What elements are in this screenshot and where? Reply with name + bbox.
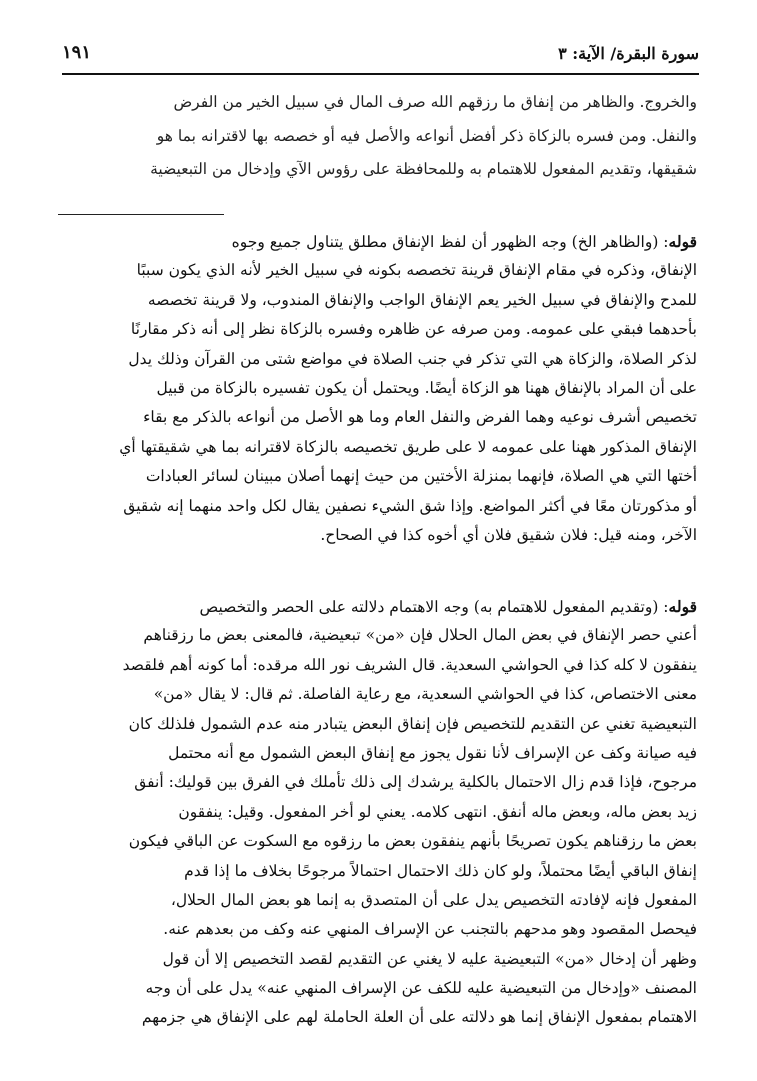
- commentary-line: المصنف «وإدخال من التبعيضية عليه للكف عن الإسراف المنهي عنه» يدل على أن وجه: [145, 979, 697, 998]
- commentary-line: أختها التي هي الصلاة، فإنهما بمنزلة الأختين من حيث إنهما أصلان مبينان لسائر العبادات: [145, 467, 697, 486]
- main-text-block: [64, 86, 697, 187]
- commentary-line: الاهتمام بمفعول الإنفاق إنما هو دلالته على أن العلة الحاملة لهم على الإنفاق هي جزمهم: [141, 1008, 697, 1027]
- page-number: ١٩١: [62, 42, 92, 63]
- commentary-line: إنفاق الباقي أيضًا محتملاً، ولو كان ذلك الاحتمال احتمالاً مرجوحًا بخلاف ما إذا قدم: [184, 861, 697, 880]
- commentary-line: الآخر، ومنه قيل: فلان شقيق فلان أي أخوه كذا في الصحاح.: [320, 525, 697, 544]
- commentary-first-line: : (والظاهر الخ) وجه الظهور أن لفظ الإنفاق مطلق يتناول جميع وجوه: [231, 233, 669, 251]
- commentary-line: مرجوح، فإذا قدم زال الاحتمال بالكلية يرشدك إلى ذلك تأملك في الفرق بين قوليك: أنفق: [134, 773, 697, 792]
- main-text-line: والنفل. ومن فسره بالزكاة ذكر أفضل أنواعه والأصل فيه أو خصصه بها لاقترانه بما هو: [156, 126, 697, 145]
- commentary-line: تخصيص أشرف نوعيه وهما الفرض والنفل العام وما هو الأصل من أنواعه بالذكر مع بقاء: [143, 408, 697, 427]
- commentary-line: الإنفاق، وذكره في مقام الإنفاق قرينة تخصصه بكونه في سبيل الخير لأنه الذي يكون سببًا: [136, 261, 697, 280]
- commentary-line: فيحصل المقصود وهو مدحهم بالتجنب عن الإسراف المنهي عنه وكف من بعدهم عنه.: [163, 920, 697, 939]
- commentary-line: [64, 592, 697, 621]
- header-divider: [62, 73, 699, 75]
- commentary-line: للمدح والإنفاق في سبيل الخير يعم الإنفاق الواجب والإنفاق المندوب، ولا قرينة تخصصه: [147, 290, 697, 309]
- commentary-line: زيد بعض ماله، وبعض ماله أنفق. انتهى كلامه. يعني لو أخر المفعول. وقيل: ينفقون: [178, 802, 697, 821]
- commentary-line: [64, 227, 697, 256]
- commentary-block-2: [64, 592, 697, 1033]
- commentary-line: بأحدهما فبقي على عمومه. ومن صرفه عن ظاهره وفسره بالزكاة نظر إلى أنه ذكر مقارنًا: [130, 320, 697, 339]
- commentary-line: وظهر أن إدخال «من» التبعيضية عليه لا يغني عن التقديم لقصد التخصيص إلا أن قول: [162, 949, 697, 968]
- commentary-line: بعض ما رزقناهم يكون تصريحًا بأنهم ينفقون بعض ما رزقوه مع السكوت عن الباقي فيكون: [128, 832, 697, 851]
- main-text-line: والخروج. والظاهر من إنفاق ما رزقهم الله صرف المال في سبيل الخير من الفرض: [173, 93, 697, 111]
- commentary-line: ينفقون لا كله كذا في الحواشي السعدية. قال الشريف نور الله مرقده: أما كونه أهم فلقصد: [122, 655, 697, 674]
- commentary-line: التبعيضية تغني عن التقديم للتخصيص فإن إنفاق البعض يتبادر منه عدم الشمول فلذلك كان: [128, 714, 697, 733]
- surah-title: سورة البقرة/ الآية: ٣: [558, 44, 699, 63]
- main-text-line: شقيقها، وتقديم المفعول للاهتمام به وللمحافظة على رؤوس الآي وإدخال من التبعيضية: [150, 160, 697, 178]
- running-header: [62, 42, 699, 72]
- commentary-first-line: : (وتقديم المفعول للاهتمام به) وجه الاهتمام دلالته على الحصر والتخصيص: [199, 598, 669, 616]
- commentary-keyword: قوله: [668, 232, 697, 251]
- commentary-line: المفعول فإنه لإفادته التخصيص يدل على أن المتصدق به إنما هو بعض المال الحلال،: [170, 890, 697, 909]
- commentary-line: لذكر الصلاة، والزكاة هي التي تذكر في جنب الصلاة في مواضع شتى من القرآن وذلك يدل: [128, 349, 697, 368]
- commentary-keyword: قوله: [668, 597, 697, 616]
- footnote-divider: [58, 214, 224, 215]
- commentary-line: على أن المراد بالإنفاق ههنا هو الزكاة أيضًا. ويحتمل أن يكون تفسيره بالزكاة من قبيل: [156, 378, 697, 397]
- commentary-line: معنى الاختصاص، كذا في الحواشي السعدية، مع رعاية الفاصلة. ثم قال: لا يقال «من»: [153, 685, 697, 704]
- commentary-block-1: [64, 227, 697, 550]
- commentary-line: الإنفاق المذكور ههنا على عمومه لا على طريق تخصيصه بالزكاة لاقترانه بما هي شقيقتها أي: [119, 437, 697, 456]
- commentary-line: أو مذكورتان معًا في أكثر المواضع. وإذا شق الشيء نصفين يقال لكل واحد منهما إنه شقيق: [123, 496, 697, 515]
- commentary-line: فيه صيانة وكف عن الإسراف لأنا نقول يجوز مع إنفاق البعض الشمول مع أنه محتمل: [168, 743, 697, 762]
- commentary-line: أعني حصر الإنفاق في بعض المال الحلال فإن «من» تبعيضية، فالمعنى بعض ما رزقناهم: [143, 626, 697, 645]
